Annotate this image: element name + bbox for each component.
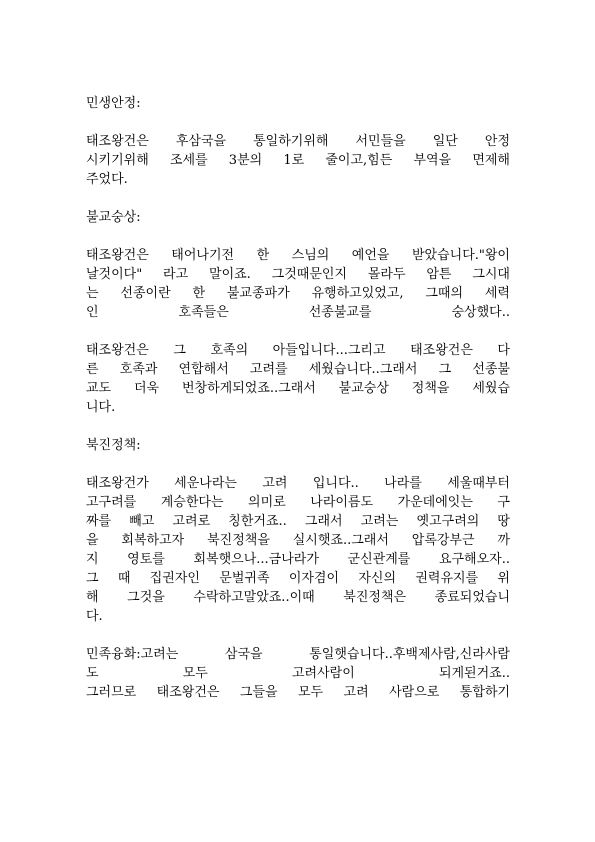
text-line: 을 회복하고자 북진정책을 실시햇죠..그래서 압록강부근 까 [86, 533, 510, 548]
text-line: 태조왕건가 세운나라는 고려 입니다.. 나라를 세울때부터 [86, 476, 510, 491]
text-line: 민족융화:고려는 삼국을 통일햇습니다..후백제사람,신라사람 [86, 647, 510, 662]
section-heading [86, 94, 510, 113]
text-line: 그러므로 태조왕건은 그들을 모두 고려 사람으로 통합하기 [86, 685, 510, 700]
text-line: 시키기위해 조세를 3분의 1로 줄이고,힘든 부역을 면제해 [86, 153, 510, 168]
text-line: 다. [86, 609, 103, 624]
text-line: 주었다. [86, 172, 128, 187]
text-line: 는 선종이란 한 불교종파가 유행하고있었고, 그때의 세력 [86, 286, 510, 301]
text-line: 짜를 빼고 고려로 칭한거죠.. 그래서 고려는 옛고구려의 땅 [86, 514, 510, 529]
heading-text: 북진정책: [86, 438, 141, 453]
text-line: 지 영토를 회복햇으나...금나라가 군신관계를 요구해오자.. [86, 552, 510, 567]
paragraph [86, 474, 510, 626]
text-line: 날것이다" 라고 말이죠. 그것때문인지 몰라두 암튼 그시대 [86, 267, 510, 282]
paragraph [86, 645, 510, 702]
heading-text: 민생안정: [86, 96, 141, 111]
heading-text: 불교숭상: [86, 210, 141, 225]
text-line: 른 호족과 연합해서 고려를 세웠습니다..그래서 그 선종불 [86, 362, 510, 377]
paragraph [86, 341, 510, 417]
paragraph [86, 246, 510, 322]
text-line: 그 때 집권자인 문벌귀족 이자겸이 자신의 권력유지를 위 [86, 571, 510, 586]
text-line: 태조왕건은 그 호족의 아들입니다...그리고 태조왕건은 다 [86, 343, 510, 358]
section-heading [86, 208, 510, 227]
text-line: 니다. [86, 400, 116, 415]
text-line: 태조왕건은 후삼국을 통일하기위해 서민들을 일단 안정 [86, 134, 510, 149]
text-line: 해 그것을 수락하고말았죠..이때 북진정책은 종료되었습니 [86, 590, 510, 605]
text-line: 도 모두 고려사람이 되게된거죠.. [86, 666, 510, 681]
text-line: 고구려를 계승한다는 의미로 나라이름도 가운데에잇는 구 [86, 495, 510, 510]
document-body [86, 94, 510, 721]
text-line: 인 호족들은 선종불교를 숭상했다.. [86, 305, 510, 320]
paragraph [86, 132, 510, 189]
text-line: 태조왕건은 태어나기전 한 스님의 예언을 받았습니다."왕이 [86, 248, 510, 263]
section-heading [86, 436, 510, 455]
text-line: 교도 더욱 번창하게되었죠..그래서 불교숭상 정책을 세웠습 [86, 381, 510, 396]
